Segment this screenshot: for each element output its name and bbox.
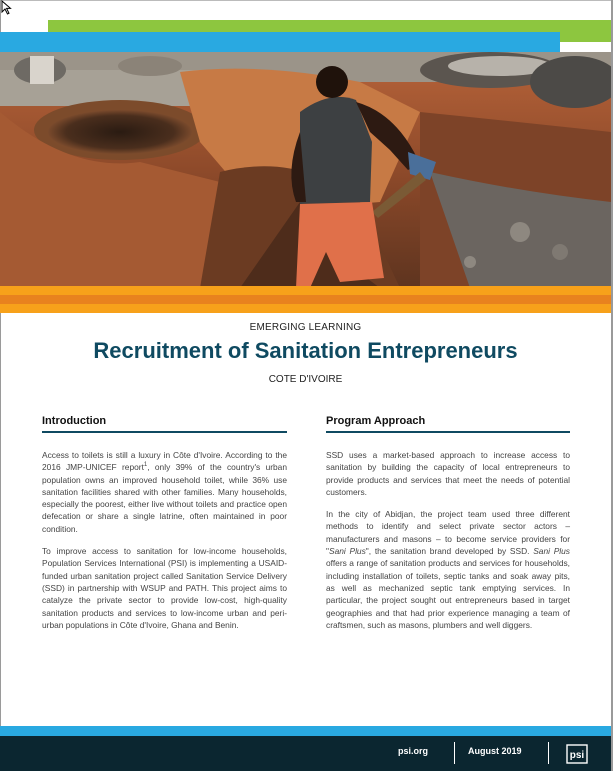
footer-divider [548,742,549,764]
hero-photo [0,52,611,288]
introduction-paragraph-1 [42,449,287,535]
worker-digging-photo [0,52,611,288]
footer-website: psi.org [398,746,429,756]
footer-divider [454,742,455,764]
introduction-text-part-1: Access to toilets is still a luxury in Côte d'Ivoire. According to the 2016 JMP-UNICEF report [42,450,287,473]
footer-blue-band [0,726,611,736]
brand-name: Sani Plus [328,546,366,557]
header-blue-stripe [0,32,560,52]
program-paragraph-2 [326,508,570,631]
program-approach-heading: Program Approach [326,415,570,433]
photo-orange-stripe [0,286,611,313]
mouse-pointer-icon [1,0,15,16]
program-approach-section [326,415,570,631]
page-kicker: EMERGING LEARNING [249,322,362,333]
brand-name: Sani Plus [533,546,570,557]
logo-text: psi [569,750,585,761]
introduction-heading: Introduction [42,415,287,433]
footnote-marker: 1 [143,462,148,469]
introduction-paragraph-2: To improve access to sanitation for low-income households, Population Services International (PSI) is implementing a USAID-funded urban sanitation project called Sanitation Service Delivery (SSD) in partnership with WSUP and PATH. This project aims to catalyze the private sector to provide low-cost, high-quality sanitation products and services to low-income urban and peri-urban populations in Côte d'Ivoire, Ghana and Benin. [42,546,287,630]
program-text-part-3: offers a range of sanitation products and services for households, including installation of toilets, septic tanks and soak away pits, as well as mechanized septic tank emptying services. In particular, the project sought out entrepreneurs based in target geographies and that had prior experience managing a team of craftsmen, such as masons, plumbers and well diggers. [326,558,570,630]
window-top-border [0,0,613,1]
psi-logo-icon [566,744,588,764]
footer-bar [0,736,611,771]
introduction-section [42,415,287,631]
program-text-part-1: In the city of Abidjan, the project team used three different methods to identify and select private sector actors – manufacturers and masons – to become service providers for " [326,509,570,557]
program-paragraph-1: SSD uses a market-based approach to increase access to sanitation by building the capacity of local entrepreneurs to provide products and services that meet the needs of potential customers. [326,450,570,497]
page-subtitle: COTE D'IVOIRE [268,374,343,385]
introduction-text-part-2: , only 39% of the country's urban population owns an improved household toilet, while 36% use sanitation facilities shared with other families. Many households, especially the poorest, either live without toilets and practice open defecation or share a single latrine, often maintained in poor condition. [42,462,287,534]
footer-date: August 2019 [468,746,522,756]
page-title: Recruitment of Sanitation Entrepreneurs [93,338,518,363]
program-text-part-2: ", the sanitation brand developed by SSD. [365,546,534,557]
